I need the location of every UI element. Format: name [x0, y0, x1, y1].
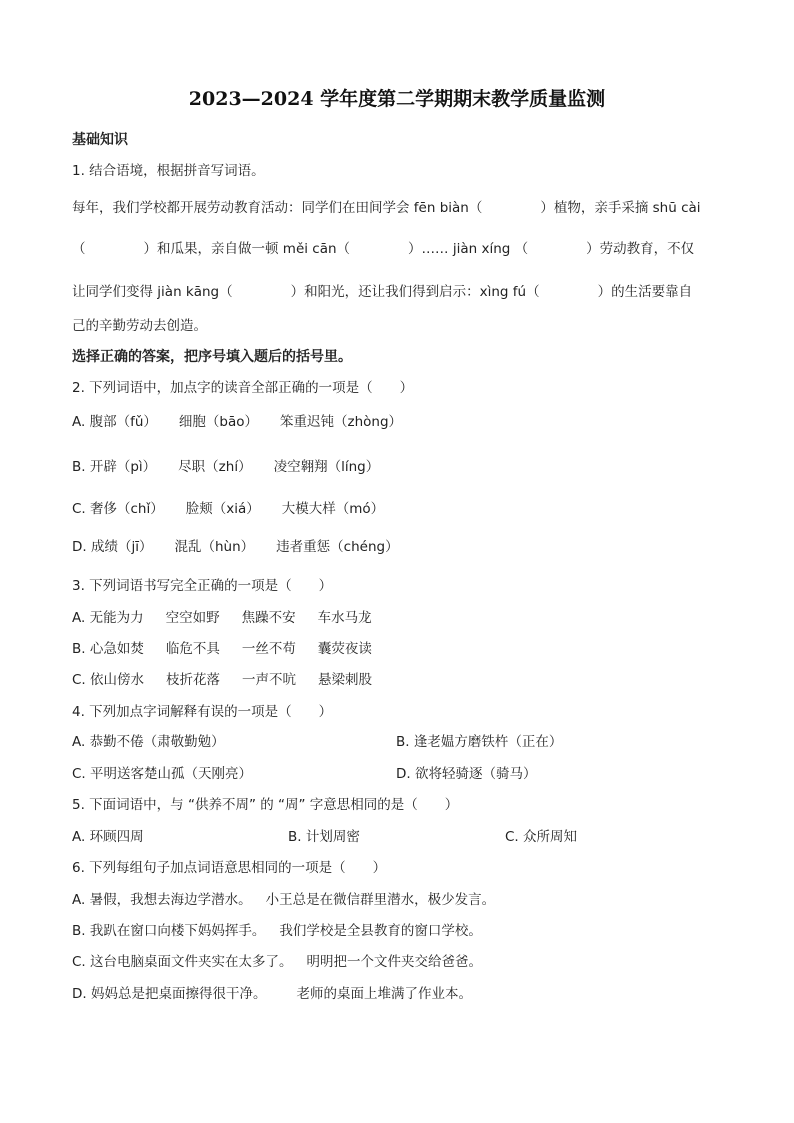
option-text: 凌空翱翔（líng）	[273, 459, 380, 475]
q6-option-b	[72, 922, 482, 940]
text: ）的生活要靠自	[597, 284, 693, 300]
option-text: 小王总是在微信群里潜水，极少发言。	[265, 892, 496, 908]
q1-line-1	[72, 199, 701, 217]
q3-option-a	[72, 609, 372, 627]
q3-stem: 3. 下列词语书写完全正确的一项是（ ）	[72, 578, 333, 594]
q4-option-d: D. 欲将轻骑逐（骑马）	[396, 766, 537, 782]
option-text: A. 腹部（fǔ）	[72, 414, 157, 430]
option-text: 老师的桌面上堆满了作业本。	[296, 986, 472, 1002]
option-text: 混乱（hùn）	[174, 539, 255, 555]
q2-option-c	[72, 500, 384, 518]
q1-line-4: 己的辛勤劳动去创造。	[72, 318, 207, 334]
option-text: 尽职（zhí）	[178, 459, 252, 475]
text: ）…… jiàn xíng （	[408, 241, 529, 257]
q4-option-b: B. 逢老媪方磨铁杵（正在）	[396, 734, 563, 750]
option-text: 笨重迟钝（zhòng）	[280, 414, 403, 430]
q2-option-a	[72, 413, 402, 431]
option-text: A. 暑假，我想去海边学潜水。	[72, 892, 252, 908]
q6-option-c	[72, 953, 482, 971]
option-text: 枝折花落	[166, 672, 221, 688]
option-text: 焦躁不安	[241, 610, 296, 626]
option-text: D. 成绩（jī）	[72, 539, 153, 555]
q1-line-2	[72, 240, 694, 258]
q6-option-d	[72, 985, 472, 1003]
text: ）和阳光，还让我们得到启示：xìng fú（	[290, 284, 540, 300]
q6-option-a	[72, 891, 495, 909]
option-text: 一丝不苟	[241, 641, 296, 657]
option-text: 违者重惩（chéng）	[276, 539, 399, 555]
option-text: C. 这台电脑桌面文件夹实在太多了。	[72, 954, 293, 970]
q1-line-3	[72, 283, 692, 301]
option-text: 细胞（bāo）	[178, 414, 258, 430]
q3-option-b	[72, 640, 372, 658]
q2-option-d	[72, 538, 399, 556]
text: ）植物，亲手采摘 shū cài	[540, 200, 701, 216]
text: 每年，我们学校都开展劳动教育活动：同学们在田间学会 fēn biàn（	[72, 200, 483, 216]
q6-stem: 6. 下列每组句子加点词语意思相同的一项是（ ）	[72, 860, 387, 876]
q5-option-b: B. 计划周密	[288, 829, 360, 845]
option-text: 囊荧夜读	[317, 641, 372, 657]
q4-option-c: C. 平明送客楚山孤（天刚亮）	[72, 766, 253, 782]
q1-stem: 1. 结合语境，根据拼音写词语。	[72, 163, 265, 179]
option-text: D. 妈妈总是把桌面擦得很干净。	[72, 986, 267, 1002]
option-text: 临危不具	[165, 641, 220, 657]
option-text: 一声不吭	[242, 672, 297, 688]
option-text: 大模大样（mó）	[281, 501, 385, 517]
page-title: 2023—2024 学年度第二学期期末教学质量监测	[188, 88, 606, 110]
q5-stem: 5. 下面词语中，与 “供养不周” 的 “周” 字意思相同的是（ ）	[72, 797, 459, 813]
option-text: 空空如野	[165, 610, 220, 626]
section-heading-basics: 基础知识	[72, 132, 128, 148]
option-text: 我们学校是全县教育的窗口学校。	[279, 923, 482, 939]
q3-option-c	[72, 671, 372, 689]
option-text: C. 依山傍水	[72, 672, 145, 688]
text: ）劳动教育，不仅	[586, 241, 695, 257]
q4-option-a: A. 恭勤不倦（肃敬勤勉）	[72, 734, 225, 750]
option-text: B. 我趴在窗口向楼下妈妈挥手。	[72, 923, 266, 939]
option-text: B. 心急如焚	[72, 641, 144, 657]
option-text: 脸颊（xiá）	[185, 501, 260, 517]
option-text: 悬梁刺股	[318, 672, 373, 688]
text: ）和瓜果，亲自做一顿 měi cān（	[143, 241, 351, 257]
section-heading-choice: 选择正确的答案，把序号填入题后的括号里。	[72, 349, 352, 365]
q2-option-b	[72, 458, 379, 476]
option-text: 明明把一个文件夹交给爸爸。	[306, 954, 483, 970]
option-text: A. 无能为力	[72, 610, 144, 626]
option-text: B. 开辟（pì）	[72, 459, 157, 475]
q2-stem: 2. 下列词语中，加点字的读音全部正确的一项是（ ）	[72, 380, 414, 396]
text: （	[72, 241, 86, 257]
q5-option-c: C. 众所周知	[505, 829, 578, 845]
q4-stem: 4. 下列加点字词解释有误的一项是（ ）	[72, 704, 333, 720]
q5-option-a: A. 环顾四周	[72, 829, 144, 845]
text: 让同学们变得 jiàn kāng（	[72, 284, 233, 300]
option-text: 车水马龙	[317, 610, 372, 626]
option-text: C. 奢侈（chǐ）	[72, 501, 164, 517]
